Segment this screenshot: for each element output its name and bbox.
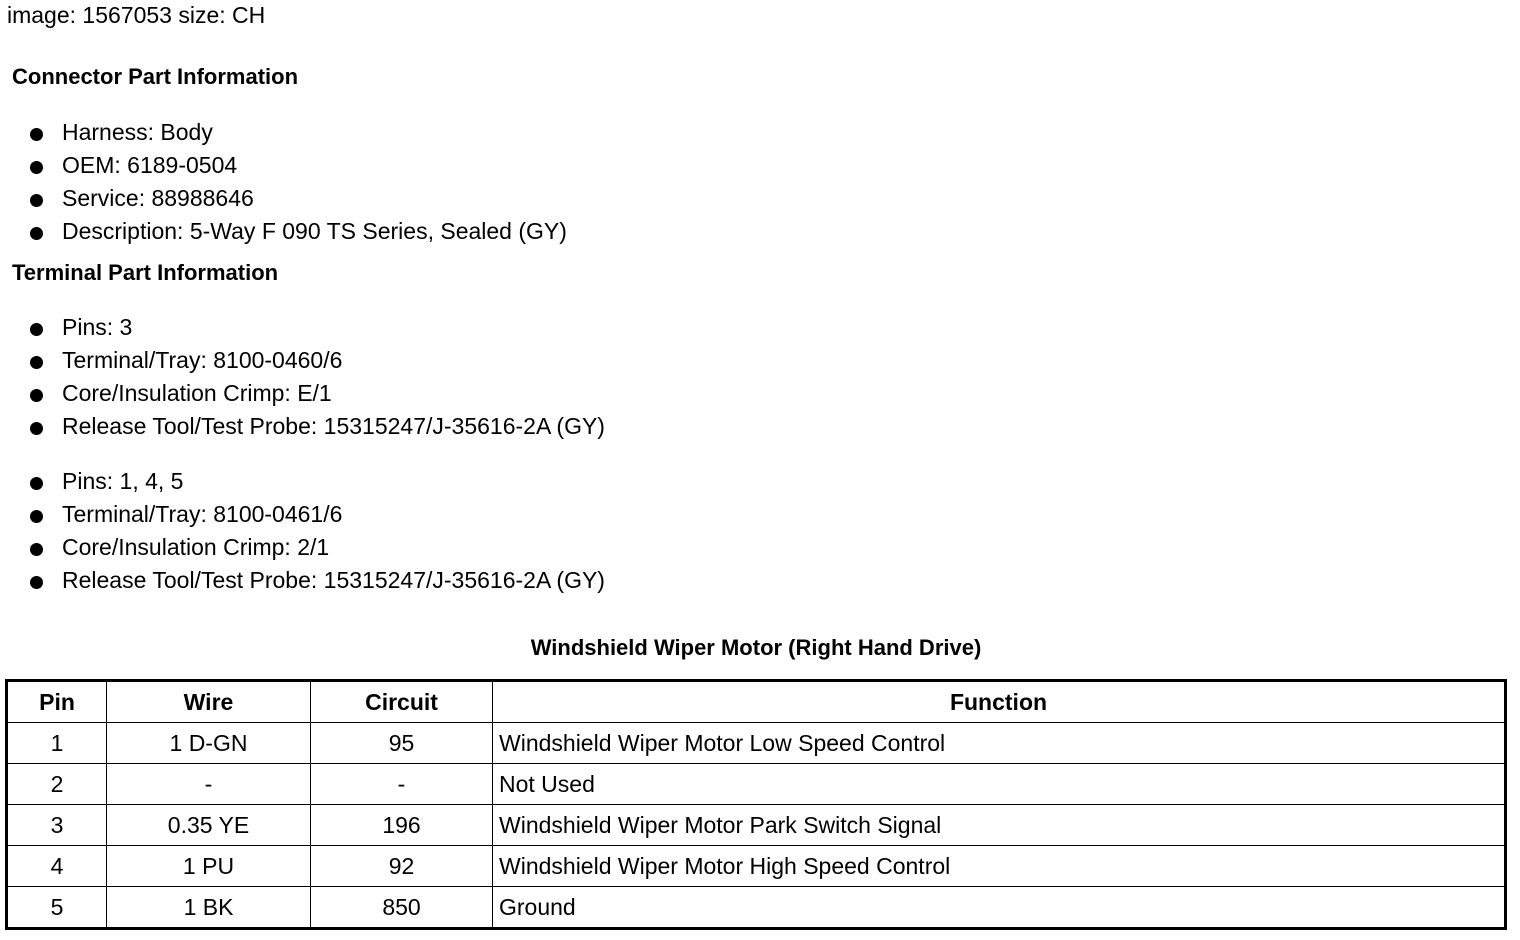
header-wire: Wire: [107, 681, 311, 723]
table-row: [7, 805, 1506, 846]
cell-circuit: 95: [311, 723, 493, 764]
header-circuit: Circuit: [311, 681, 493, 723]
connector-oem: OEM: 6189-0504: [0, 149, 567, 182]
cell-wire: 0.35 YE: [107, 805, 311, 846]
cell-function: Windshield Wiper Motor Low Speed Control: [493, 723, 1506, 764]
header-function: Function: [493, 681, 1506, 723]
cell-circuit: 196: [311, 805, 493, 846]
cell-function: Not Used: [493, 764, 1506, 805]
connector-info-list: [0, 116, 567, 248]
cell-pin: 1: [7, 723, 107, 764]
cell-function: Ground: [493, 887, 1506, 929]
terminal-release-tool: Release Tool/Test Probe: 15315247/J-35616-2A (GY): [0, 410, 605, 443]
table-row: [7, 846, 1506, 887]
cell-circuit: -: [311, 764, 493, 805]
terminal-crimp: Core/Insulation Crimp: E/1: [0, 377, 605, 410]
cell-circuit: 92: [311, 846, 493, 887]
cell-wire: 1 BK: [107, 887, 311, 929]
table-row: [7, 764, 1506, 805]
terminal-pins: Pins: 1, 4, 5: [0, 465, 605, 498]
table-header-row: [7, 681, 1506, 723]
cell-function: Windshield Wiper Motor Park Switch Signal: [493, 805, 1506, 846]
cell-wire: 1 PU: [107, 846, 311, 887]
cell-pin: 4: [7, 846, 107, 887]
table-title: Windshield Wiper Motor (Right Hand Drive): [530, 635, 982, 660]
header-pin: Pin: [7, 681, 107, 723]
cell-pin: 5: [7, 887, 107, 929]
cell-pin: 3: [7, 805, 107, 846]
terminal-pins: Pins: 3: [0, 311, 605, 344]
image-header: image: 1567053 size: CH: [7, 2, 266, 28]
connector-harness: Harness: Body: [0, 116, 567, 149]
pinout-table: [5, 679, 1507, 930]
cell-circuit: 850: [311, 887, 493, 929]
cell-function: Windshield Wiper Motor High Speed Control: [493, 846, 1506, 887]
cell-wire: 1 D-GN: [107, 723, 311, 764]
terminal-section-title: Terminal Part Information: [12, 260, 279, 285]
table-row: [7, 723, 1506, 764]
terminal-info-list-2: [0, 465, 605, 597]
terminal-tray: Terminal/Tray: 8100-0461/6: [0, 498, 605, 531]
terminal-release-tool: Release Tool/Test Probe: 15315247/J-35616-2A (GY): [0, 564, 605, 597]
terminal-info-list-1: [0, 311, 605, 443]
cell-pin: 2: [7, 764, 107, 805]
terminal-crimp: Core/Insulation Crimp: 2/1: [0, 531, 605, 564]
cell-wire: -: [107, 764, 311, 805]
connector-service: Service: 88988646: [0, 182, 567, 215]
terminal-tray: Terminal/Tray: 8100-0460/6: [0, 344, 605, 377]
connector-section-title: Connector Part Information: [12, 64, 299, 89]
table-row: [7, 887, 1506, 929]
connector-description: Description: 5-Way F 090 TS Series, Sealed (GY): [0, 215, 567, 248]
